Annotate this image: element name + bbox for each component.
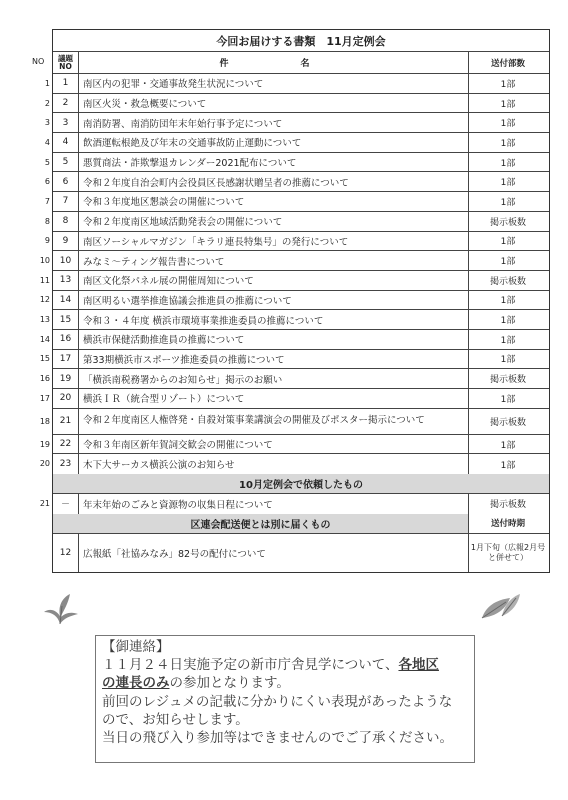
outer-row-number: 12: [39, 295, 50, 305]
documents-table: [52, 29, 550, 573]
row-copies: 1部: [500, 316, 516, 327]
table-row: [53, 251, 549, 271]
section-separate-timing-header: 送付時期: [469, 514, 547, 533]
row-subject: 南区ソーシャルマガジン「キラリ連長特集号」の発行について: [79, 232, 469, 251]
notice-line-2: の連長のみの参加となります。: [102, 675, 290, 692]
table-row: [53, 113, 549, 133]
table-row: [53, 94, 549, 114]
row-agenda-no: 20: [53, 389, 79, 408]
row-copies: 1部: [500, 460, 516, 471]
outer-row-number: 19: [39, 439, 50, 449]
notice-emphasis-1: 各地区: [398, 657, 439, 674]
row-agenda-no: 9: [53, 232, 79, 251]
notice-heading: 【御連絡】: [102, 639, 170, 655]
row-agenda-no: 13: [53, 271, 79, 290]
row-copies: 1部: [500, 355, 516, 366]
row-copies: 1部: [500, 138, 516, 149]
table-row: [53, 454, 549, 474]
outer-row-number: 20: [39, 459, 50, 469]
outer-row-number: 4: [44, 137, 50, 147]
row-subject: 令和２年度南区地域活動発表会の開催について: [79, 212, 469, 231]
header-agenda-no: 議題NO: [53, 52, 79, 73]
row-agenda-no: 19: [53, 369, 79, 388]
table-row: [53, 369, 549, 389]
row-copies: 1部: [500, 257, 516, 268]
table-header: [53, 52, 549, 74]
outer-no-header: NO: [32, 57, 45, 66]
row-agenda-no: 12: [53, 534, 79, 572]
section-separate-delivery: [53, 514, 549, 534]
notice-emphasis-2: の連長のみ: [102, 675, 170, 692]
row-agenda-no: 17: [53, 350, 79, 369]
table-row: [53, 172, 549, 192]
row-subject: 南区内の犯罪・交通事故発生状況について: [79, 74, 469, 93]
outer-row-number: 5: [44, 157, 50, 167]
outer-row-number: 16: [39, 374, 50, 384]
row-agenda-no: 1: [53, 74, 79, 93]
row-agenda-no: 22: [53, 435, 79, 454]
row-copies: 掲示板数: [489, 500, 526, 511]
row-subject: 年末年始のごみと資源物の収集日程について: [79, 494, 469, 514]
table-row: [53, 494, 549, 514]
row-agenda-no: 10: [53, 251, 79, 270]
row-agenda-no: －: [53, 494, 79, 514]
row-copies: 掲示板数: [489, 217, 526, 228]
row-subject: 木下大サーカス横浜公演のお知らせ: [79, 454, 469, 474]
row-copies: 1月下旬（広報2月号と併せて）: [470, 542, 546, 562]
row-copies: 1部: [500, 158, 516, 169]
row-copies: 1部: [500, 99, 516, 110]
outer-row-number: 2: [44, 98, 50, 108]
row-subject: 令和２年度自治会町内会役員区長感謝状贈呈者の推薦について: [79, 172, 469, 191]
row-subject: 「横浜南税務署からのお知らせ」掲示のお願い: [79, 369, 469, 388]
table-row: [53, 192, 549, 212]
row-agenda-no: 4: [53, 133, 79, 152]
row-copies: 1部: [500, 79, 516, 90]
notice-line-3: 前回のレジュメの記載に分かりにくい表現があったような: [102, 693, 453, 710]
section-oct-label: 10月定例会で依頼したもの: [53, 474, 549, 493]
outer-row-number: 6: [44, 177, 50, 187]
row-copies: 1部: [500, 335, 516, 346]
row-subject: 第33期横浜市スポーツ推進委員の推薦について: [79, 350, 469, 369]
row-subject: 横浜ＩＲ（統合型リゾート）について: [79, 389, 469, 408]
table-row: [53, 271, 549, 291]
section-oct-requests: [53, 474, 549, 494]
outer-row-number: 13: [39, 315, 50, 325]
row-agenda-no: 23: [53, 454, 79, 474]
table-row: [53, 291, 549, 311]
row-agenda-no: 7: [53, 192, 79, 211]
row-copies: 掲示板数: [489, 417, 526, 428]
section-separate-label: 区連会配送便とは別に届くもの: [53, 514, 469, 533]
row-copies: 1部: [500, 296, 516, 307]
table-row: [53, 74, 549, 94]
row-subject: 南消防署、南消防団年末年始行事予定について: [79, 113, 469, 132]
notice-box: [95, 635, 475, 763]
table-row: [53, 409, 549, 435]
row-copies: 掲示板数: [489, 375, 526, 386]
row-subject: みなミ～ティング報告書について: [79, 251, 469, 270]
outer-row-number: 8: [44, 216, 50, 226]
row-subject: 令和３年度地区懇談会の開催について: [79, 192, 469, 211]
row-copies: 1部: [500, 178, 516, 189]
row-subject: 南区明るい選挙推進協議会推進員の推薦について: [79, 291, 469, 310]
table-row: [53, 133, 549, 153]
outer-row-number: 10: [39, 256, 50, 266]
row-agenda-no: 6: [53, 172, 79, 191]
table-title: 今回お届けする書類 11月定例会: [53, 30, 549, 52]
table-row: [53, 435, 549, 455]
notice-line-5: 当日の飛び入り参加等はできませんのでご了承ください。: [102, 730, 453, 747]
row-copies: 1部: [500, 197, 516, 208]
row-subject: 悪質商法・詐欺撃退カレンダー2021配布について: [79, 153, 469, 172]
table-row: [53, 534, 549, 572]
row-copies: 1部: [500, 440, 516, 451]
table-row: [53, 232, 549, 252]
row-agenda-no: 8: [53, 212, 79, 231]
table-row: [53, 350, 549, 370]
outer-row-number: 18: [39, 416, 50, 426]
row-subject: 令和３年南区新年賀詞交歓会の開催について: [79, 435, 469, 454]
header-copies: 送付部数: [490, 58, 525, 69]
row-agenda-no: 15: [53, 310, 79, 329]
row-copies: 掲示板数: [489, 276, 526, 287]
outer-row-number: 17: [39, 393, 50, 403]
row-subject: 横浜市保健活動推進員の推薦について: [79, 330, 469, 349]
row-agenda-no: 16: [53, 330, 79, 349]
outer-row-number: 7: [44, 196, 50, 206]
row-agenda-no: 3: [53, 113, 79, 132]
row-subject: 南区文化祭パネル展の開催周知について: [79, 271, 469, 290]
row-agenda-no: 21: [53, 409, 79, 434]
notice-line-1: １１月２４日実施予定の新市庁舎見学について、各地区: [102, 657, 439, 674]
row-agenda-no: 2: [53, 94, 79, 113]
row-subject: 令和２年度南区人権啓発・自殺対策事業講演会の開催及びポスター掲示について: [79, 409, 469, 434]
leaf-right-icon: [476, 588, 522, 622]
outer-row-number: 15: [39, 354, 50, 364]
leaf-left-icon: [40, 590, 80, 626]
table-row: [53, 212, 549, 232]
row-copies: 1部: [500, 119, 516, 130]
row-copies: 1部: [500, 237, 516, 248]
notice-line-4: ので、お知らせします。: [102, 711, 249, 728]
row-copies: 1部: [500, 394, 516, 405]
outer-row-number: 9: [44, 236, 50, 246]
row-subject: 南区火災・救急概要について: [79, 94, 469, 113]
header-subject: 件 名: [79, 52, 469, 73]
outer-row-number: 21: [39, 498, 50, 508]
outer-row-number: 1: [44, 78, 50, 88]
table-row: [53, 330, 549, 350]
row-agenda-no: 5: [53, 153, 79, 172]
outer-row-number: 3: [44, 118, 50, 128]
row-subject: 令和３・４年度 横浜市環境事業推進委員の推薦について: [79, 310, 469, 329]
row-subject: 飲酒運転根絶及び年末の交通事故防止運動について: [79, 133, 469, 152]
table-row: [53, 153, 549, 173]
table-row: [53, 389, 549, 409]
outer-row-number: 11: [39, 275, 50, 285]
table-row: [53, 310, 549, 330]
row-subject: 広報紙「社協みなみ」82号の配付について: [79, 534, 469, 572]
row-agenda-no: 14: [53, 291, 79, 310]
outer-row-number: 14: [39, 334, 50, 344]
